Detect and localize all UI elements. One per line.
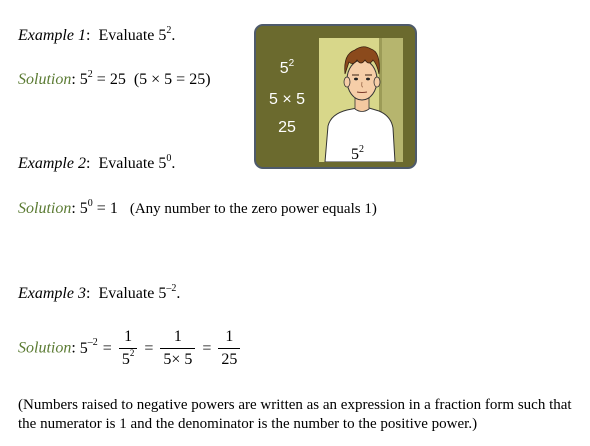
example-2-label: Example 2	[18, 155, 86, 172]
panel-multiplication: 5 × 5	[268, 91, 306, 108]
fraction-3	[218, 328, 240, 369]
fraction-1-den-base: 5	[121, 351, 130, 368]
solution-1-line: Solution: $5^2 = 25$ (5 × 5 = 25)	[18, 68, 211, 88]
shirt-label-base: 5	[351, 146, 359, 162]
example-1-line: Example 1: Evaluate $5^2$.	[18, 24, 176, 44]
solution-2-equation: = 1	[92, 200, 118, 217]
shirt-label	[351, 143, 364, 162]
solution-1-label: Solution	[18, 71, 72, 88]
panel-power	[256, 57, 318, 78]
solution-3-label: Solution	[18, 339, 72, 357]
example-1-exponent: 2	[166, 24, 172, 36]
example-1-label: Example 1	[18, 27, 86, 44]
solution-2-line: Solution: $5^0 = 1$ (Any number to the zero power equals 1)	[18, 197, 377, 217]
example-1-period: .	[171, 27, 176, 44]
solution-2-exponent: 0	[87, 197, 93, 209]
equals-sign-2: =	[144, 339, 154, 357]
panel-power-exponent: 2	[288, 57, 295, 69]
example-3-line: Example 3: Evaluate $5^{-2}$.	[18, 282, 181, 302]
student-scene	[319, 38, 403, 162]
fraction-2-numerator: 1	[173, 328, 182, 345]
solution-1-base: 5	[79, 71, 88, 88]
fraction-3-denominator: 25	[218, 348, 240, 369]
solution-2-label: Solution	[18, 200, 72, 217]
example-3-period: .	[176, 285, 181, 302]
solution-2-note: (Any number to the zero power equals 1)	[129, 201, 377, 217]
fraction-1	[119, 328, 138, 369]
solution-1-rest: = 25 (5 × 5 = 25)	[92, 71, 211, 88]
panel-power-base: 5	[279, 60, 289, 77]
example-1-text: Evaluate 5	[98, 27, 167, 44]
example-3-text: Evaluate 5	[98, 285, 167, 302]
fraction-1-numerator: 1	[124, 328, 133, 345]
footnote: (Numbers raised to negative powers are written as an expression in a fraction form such that the numerator is 1 and the denominator is the number to the positive power.)	[18, 397, 572, 432]
solution-2-base: 5	[79, 200, 88, 217]
fraction-2-denominator: 5× 5	[160, 348, 195, 369]
solution-3-base: 5	[79, 339, 88, 357]
equals-sign-3: =	[202, 339, 212, 357]
solution-1-exponent: 2	[87, 68, 93, 80]
fraction-2	[160, 328, 195, 369]
fraction-3-numerator: 1	[225, 328, 234, 345]
example-2-period: .	[171, 155, 176, 172]
shirt-label-exponent: 2	[359, 143, 364, 155]
solution-3-exponent: –2	[87, 337, 98, 349]
example-2-text: Evaluate 5	[98, 155, 167, 172]
equals-sign-1: =	[102, 339, 112, 357]
fraction-1-den-exponent: 2	[129, 347, 135, 358]
example-3-exponent: –2	[166, 282, 177, 294]
fraction-1-denominator	[119, 348, 138, 369]
example-3-label: Example 3	[18, 285, 86, 302]
example-2-line: Example 2: Evaluate $5^0$.	[18, 152, 176, 172]
example-2-exponent: 0	[166, 152, 172, 164]
panel-result: 25	[278, 119, 296, 136]
illustration-panel	[254, 24, 417, 169]
solution-3-line: Solution: $5^{-2}$ = $\frac{1}{5^2}$ = $\frac{1}{5\times 5}$ = $\frac{1}{25}$	[18, 328, 242, 369]
